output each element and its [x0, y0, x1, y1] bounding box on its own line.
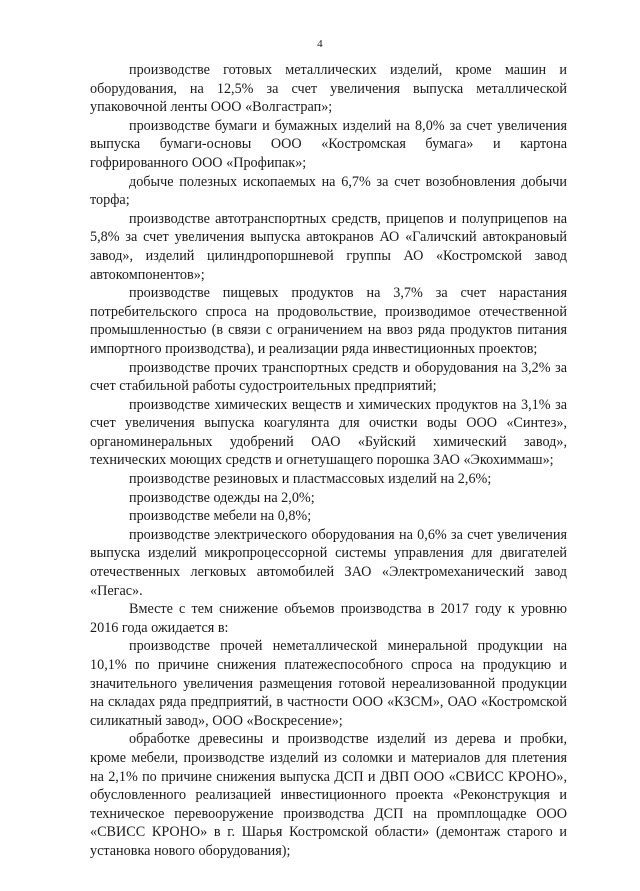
document-body: [90, 61, 567, 861]
paragraph-rubber-plastics: производстве резиновых и пластмассовых изделий на 2,6%;: [129, 471, 492, 488]
paragraph-other-transport: производстве прочих транспортных средств и оборудования на 3,2% за счет стабильной работы судостроительных предприятий;: [90, 359, 567, 395]
paragraph-electrical-equipment: производстве электрического оборудования на 0,6% за счет увеличения выпуска изделий микропроцессорной системы управления для двигателей отечественных легковых автомобилей ЗАО «Электромеханический завод «Пегас».: [90, 526, 567, 599]
page-number: 4: [317, 38, 323, 50]
paragraph-clothing: производстве одежды на 2,0%;: [129, 489, 315, 506]
paragraph-nonmetallic-minerals: производстве прочей неметаллической минеральной продукции на 10,1% по причине снижения платежеспособного спроса на продукцию и значительного увеличения размещения готовой нереализованной продукции на складах ряда предприятий, в частности ООО «КЗСМ», ОАО «Костромской силикатный завод», ООО «Воскресение»;: [90, 638, 567, 729]
paragraph-food-products: производстве пищевых продуктов на 3,7% за счет нарастания потребительского спроса на продовольствие, производимое отечественной промышленностью (в связи с ограничением на ввоз ряда продуктов питания импортного производства), и реализации ряда инвестиционных проектов;: [90, 285, 567, 357]
paragraph-mining: добыче полезных ископаемых на 6,7% за счет возобновления добычи торфа;: [90, 173, 567, 209]
paragraph-motor-vehicles: производстве автотранспортных средств, прицепов и полуприцепов на 5,8% за счет увеличения выпуска автокранов АО «Галичский автокрановый завод», изделий цилиндропоршневой группы АО «Костромской завод автокомпонентов»;: [90, 210, 567, 283]
paragraph-furniture: производстве мебели на 0,8%;: [129, 508, 312, 525]
paragraph-paper-products: производстве бумаги и бумажных изделий на 8,0% за счет увеличения выпуска бумаги-основы ООО «Костромская бумага» и картона гофрированного ООО «Профипак»;: [90, 117, 567, 171]
paragraph-metal-products: производстве готовых металлических изделий, кроме машин и оборудования, на 12,5% за счет увеличения выпуска металлической упаковочной ленты ООО «Волгастрап»;: [90, 62, 567, 116]
paragraph-wood-processing: обработке древесины и производстве изделий из дерева и пробки, кроме мебели, производстве изделий из соломки и материалов для плетения на 2,1% по причине снижения выпуска ДСП и ДВП ООО «СВИСС КРОНО», обусловленного реализацией инвестиционного проекта «Реконструкция и техническое перевооружение производства ДСП на промплощадке ООО «СВИСС КРОНО» в г. Шарья Костромской области» (демонтаж старого и установка нового оборудования);: [90, 731, 567, 859]
paragraph-chemicals: производстве химических веществ и химических продуктов на 3,1% за счет увеличения выпуска коагулянта для очистки воды ООО «Синтез», органоминеральных удобрений ОАО «Буйский химический завод», технических моющих средств и огнетушащего порошка ЗАО «Экохиммаш»;: [90, 396, 567, 469]
paragraph-decline-intro: Вместе с тем снижение объемов производства в 2017 году к уровню 2016 года ожидается в:: [90, 601, 567, 636]
